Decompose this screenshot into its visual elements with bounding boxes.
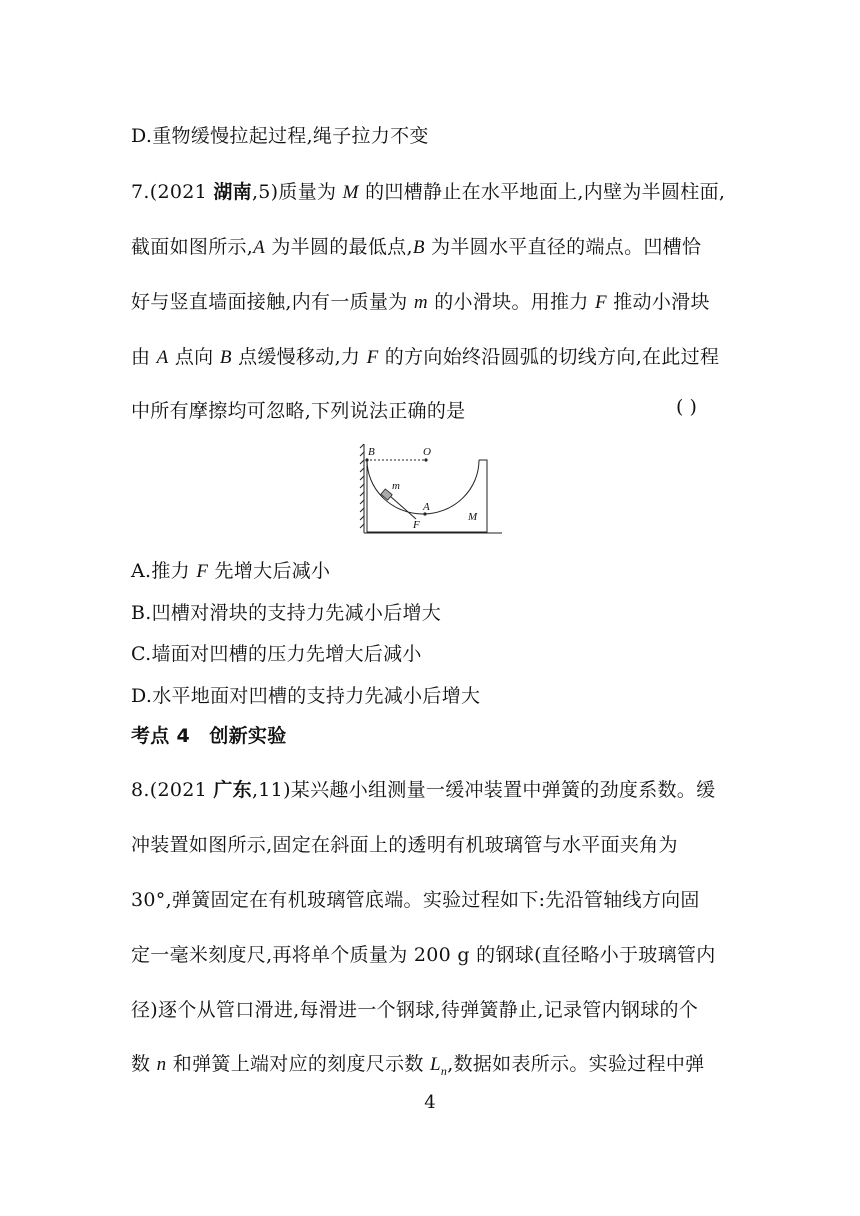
section-heading: 考点 4 创新实验 <box>131 725 287 747</box>
q8-line-5: 径)逐个从管口滑进,每滑进一个钢球,待弹簧静止,记录管内钢球的个 <box>131 999 699 1021</box>
slider-block <box>381 489 392 500</box>
label-o: O <box>423 446 431 458</box>
q7-line-3: 好与竖直墙面接触,内有一质量为 m 的小滑块。用推力 F 推动小滑块 <box>131 291 710 313</box>
label-b: B <box>368 446 375 458</box>
q7-line-2: 截面如图所示,A 为半圆的最低点,B 为半圆水平直径的端点。凹槽恰 <box>131 236 702 258</box>
option-6d: D.重物缓慢拉起过程,绳子拉力不变 <box>131 125 429 147</box>
groove-figure <box>352 440 504 536</box>
option-d: D.水平地面对凹槽的支持力先减小后增大 <box>131 685 481 707</box>
q8-line-2: 冲装置如图所示,固定在斜面上的透明有机玻璃管与水平面夹角为 <box>131 834 678 856</box>
label-f: F <box>413 519 420 531</box>
q8-line-3: 30°,弹簧固定在有机玻璃管底端。实验过程如下:先沿管轴线方向固 <box>131 889 700 911</box>
q7-source-province: 湖南 <box>213 181 252 203</box>
q8-line-1: 8.(2021 广东,11)某兴趣小组测量一缓冲装置中弹簧的劲度系数。缓 <box>131 779 716 801</box>
point-b <box>365 458 368 461</box>
q8-line-4: 定一毫米刻度尺,再将单个质量为 200 g 的钢球(直径略小于玻璃管内 <box>131 944 716 966</box>
q8-line-6: 数 n 和弹簧上端对应的刻度尺示数 $L_n$,数据如表所示。实验过程中弹 <box>131 1053 705 1078</box>
q7-line-4: 由 A 点向 B 点缓慢移动,力 F 的方向始终沿圆弧的切线方向,在此过程 <box>131 346 720 368</box>
label-m: m <box>392 480 400 492</box>
option-b: B.凹槽对滑块的支持力先减小后增大 <box>131 602 442 624</box>
force-f-arrow <box>390 496 416 519</box>
label-a: A <box>423 501 430 513</box>
q7-line-5: 中所有摩擦均可忽略,下列说法正确的是 <box>131 400 466 422</box>
q7-line-1: 7.(2021 湖南,5)质量为 M 的凹槽静止在水平地面上,内壁为半圆柱面, <box>131 181 726 203</box>
option-c: C.墙面对凹槽的压力先增大后减小 <box>131 643 422 665</box>
point-o <box>424 458 427 461</box>
page-number: 4 <box>424 1092 436 1113</box>
label-big-m: M <box>468 511 478 523</box>
q8-source-province: 广东 <box>213 779 252 801</box>
answer-bracket: ( ) <box>676 396 697 418</box>
option-a: A.推力 F 先增大后减小 <box>131 560 331 582</box>
